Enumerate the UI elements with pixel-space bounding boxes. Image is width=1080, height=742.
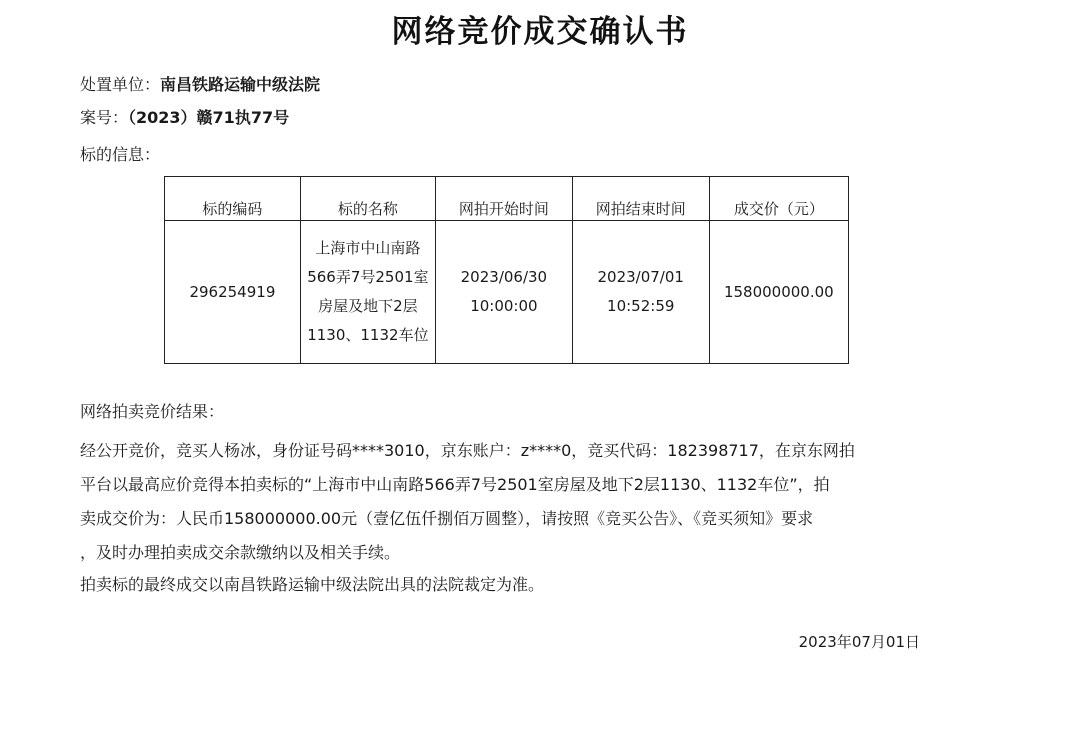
header-start-time: 网拍开始时间 [435, 177, 572, 221]
result-line: ，及时办理拍卖成交余款缴纳以及相关手续。 [80, 543, 401, 562]
start-date: 2023/06/30 [460, 268, 548, 286]
cell-lot-code: 296254919 [165, 221, 301, 364]
lot-info-table [164, 176, 849, 364]
cell-deal-price: 158000000.00 [709, 221, 848, 364]
lot-name-line: 上海市中山南路 [315, 239, 421, 257]
lot-name-line: 房屋及地下2层 [318, 297, 418, 315]
result-line: 卖成交价为：人民币158000000.00元（壹亿伍仟捌佰万圆整），请按照《竞买公告》、《竞买须知》要求 [80, 509, 814, 528]
disposal-unit-label: 处置单位： [80, 75, 161, 94]
end-clock: 10:52:59 [607, 297, 675, 315]
result-line: 平台以最高应价竞得本拍卖标的“上海市中山南路566弄7号2501室房屋及地下2层1130、1132车位”，拍 [80, 475, 830, 494]
lot-info-label: 标的信息： [80, 145, 161, 164]
lot-name-line: 1130、1132车位 [307, 326, 429, 344]
header-end-time: 网拍结束时间 [572, 177, 709, 221]
case-number-value: （2023）赣71执77号 [128, 108, 290, 127]
case-number-label: 案号： [80, 108, 129, 127]
document-title: 网络竞价成交确认书 [391, 14, 689, 50]
final-note: 拍卖标的最终成交以南昌铁路运输中级法院出具的法院裁定为准。 [80, 575, 545, 594]
result-heading: 网络拍卖竞价结果： [80, 402, 225, 421]
header-lot-name: 标的名称 [300, 177, 435, 221]
disposal-unit-value: 南昌铁路运输中级法院 [160, 75, 321, 94]
cell-start-time [435, 221, 572, 364]
table-row [165, 221, 849, 364]
result-paragraph [80, 434, 855, 570]
end-date: 2023/07/01 [597, 268, 684, 286]
lot-name-line: 566弄7号2501室 [307, 268, 429, 286]
disposal-unit-row [80, 74, 320, 96]
table-header-row [165, 177, 849, 221]
header-lot-code: 标的编码 [165, 177, 301, 221]
header-deal-price: 成交价（元） [709, 177, 848, 221]
result-line: 经公开竞价，竞买人杨冰，身份证号码****3010，京东账户：z****0，竞买代码：182398717，在京东网拍 [80, 441, 855, 460]
start-clock: 10:00:00 [470, 297, 538, 315]
document-date: 2023年07月01日 [798, 633, 920, 651]
cell-end-time [572, 221, 709, 364]
case-number-row [80, 107, 289, 129]
cell-lot-name [300, 221, 435, 364]
